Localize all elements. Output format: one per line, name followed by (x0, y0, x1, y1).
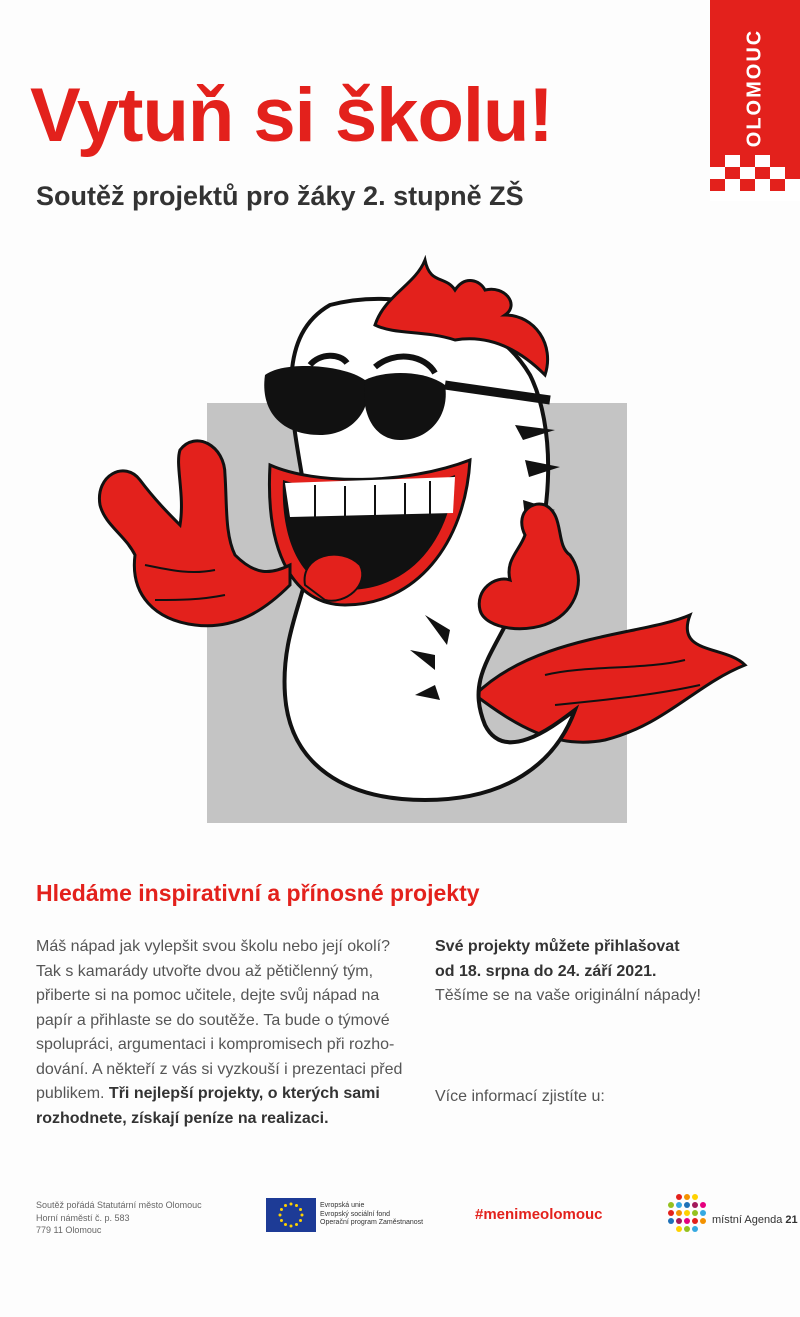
eu-star (284, 1223, 287, 1226)
agenda21-dot (700, 1218, 706, 1224)
eu-star (284, 1204, 287, 1207)
text-line (36, 1082, 416, 1107)
organizer-line: 779 11 Olomouc (36, 1225, 102, 1235)
agenda21-dot (676, 1210, 682, 1216)
eu-star (295, 1204, 298, 1207)
eu-star (280, 1219, 283, 1222)
agenda21-dot (676, 1218, 682, 1224)
agenda21-dot (692, 1202, 698, 1208)
agenda21-dot (668, 1210, 674, 1216)
agenda21-dot (692, 1218, 698, 1224)
eu-fund-text (320, 1202, 423, 1228)
text-line: přiberte si na pomoc učitele, dejte svůj nápad na (36, 987, 380, 1004)
text-fragment: publikem. (36, 1085, 109, 1102)
olomouc-badge (710, 0, 800, 201)
agenda21-dot (692, 1226, 698, 1232)
agenda21-label (712, 1214, 798, 1226)
section-heading: Hledáme inspirativní a přínosné projekty (36, 880, 480, 906)
hashtag-link[interactable]: #menimeolomouc (475, 1206, 603, 1223)
badge-city-text: OLOMOUC (743, 28, 766, 148)
eu-star (290, 1225, 293, 1228)
text-line: Máš nápad jak vylepšit svou školu nebo její okolí? (36, 938, 390, 955)
eu-star (280, 1208, 283, 1211)
registration-line: Své projekty můžete přihlašovat (435, 938, 680, 955)
agenda21-dot (684, 1226, 690, 1232)
highlight-text: Tři nejlepší projekty, o kterých sami (108, 1085, 380, 1102)
text-line: dování. A někteří z vás si vyzkouší i prezentaci před (36, 1060, 403, 1078)
registration-info (435, 935, 755, 1009)
registration-dates: od 18. srpna do 24. září 2021. (435, 962, 657, 980)
agenda21-dot (684, 1210, 690, 1216)
eu-star (290, 1203, 293, 1206)
highlight-text: rozhodnete, získají peníze na realizaci. (36, 1109, 329, 1127)
eu-star (295, 1223, 298, 1226)
checker-pattern (710, 155, 800, 201)
agenda21-dot (684, 1194, 690, 1200)
agenda21-dot (700, 1202, 706, 1208)
agenda-number: 21 (785, 1214, 798, 1226)
agenda21-dot (676, 1202, 682, 1208)
agenda21-dot (676, 1226, 682, 1232)
organizer-info (36, 1199, 202, 1237)
text-line: spolupráci, argumentaci i kompromisech při rozho- (36, 1036, 395, 1053)
agenda21-dot (700, 1210, 706, 1216)
eu-flag-icon (266, 1198, 316, 1232)
agenda-text: místní Agenda (712, 1214, 786, 1226)
agenda21-dot (684, 1218, 690, 1224)
agenda21-dot (692, 1210, 698, 1216)
agenda21-dots-icon (667, 1193, 707, 1233)
eu-line: Operační program Zaměstnanost (320, 1219, 424, 1226)
mascot-illustration (85, 255, 765, 830)
eu-star (299, 1219, 302, 1222)
agenda21-dot (676, 1194, 682, 1200)
organizer-line: Soutěž pořádá Statutární město Olomouc (36, 1200, 202, 1210)
page-subtitle: Soutěž projektů pro žáky 2. stupně ZŠ (36, 181, 524, 211)
eu-star (279, 1214, 282, 1217)
text-line: papír a přihlaste se do soutěže. Ta bude o týmové (36, 1011, 390, 1029)
description-text (36, 935, 416, 1131)
eu-star (299, 1208, 302, 1211)
agenda21-dot (692, 1194, 698, 1200)
text-line (36, 1107, 416, 1132)
agenda21-dot (668, 1202, 674, 1208)
closing-line: Těšíme se na vaše originální nápady! (435, 987, 701, 1004)
organizer-line: Horní náměstí č. p. 583 (36, 1212, 130, 1223)
page-title: Vytuň si školu! (30, 73, 553, 158)
text-line: Tak s kamarády utvořte dvou až pětičlenný tým, (36, 962, 374, 980)
eu-line: Evropská unie (320, 1202, 365, 1209)
agenda21-dot (684, 1202, 690, 1208)
agenda21-dot (668, 1218, 674, 1224)
more-info-text: Více informací zjistíte u: (435, 1088, 605, 1105)
eu-star (301, 1214, 304, 1217)
eu-line: Evropský sociální fond (320, 1210, 391, 1218)
